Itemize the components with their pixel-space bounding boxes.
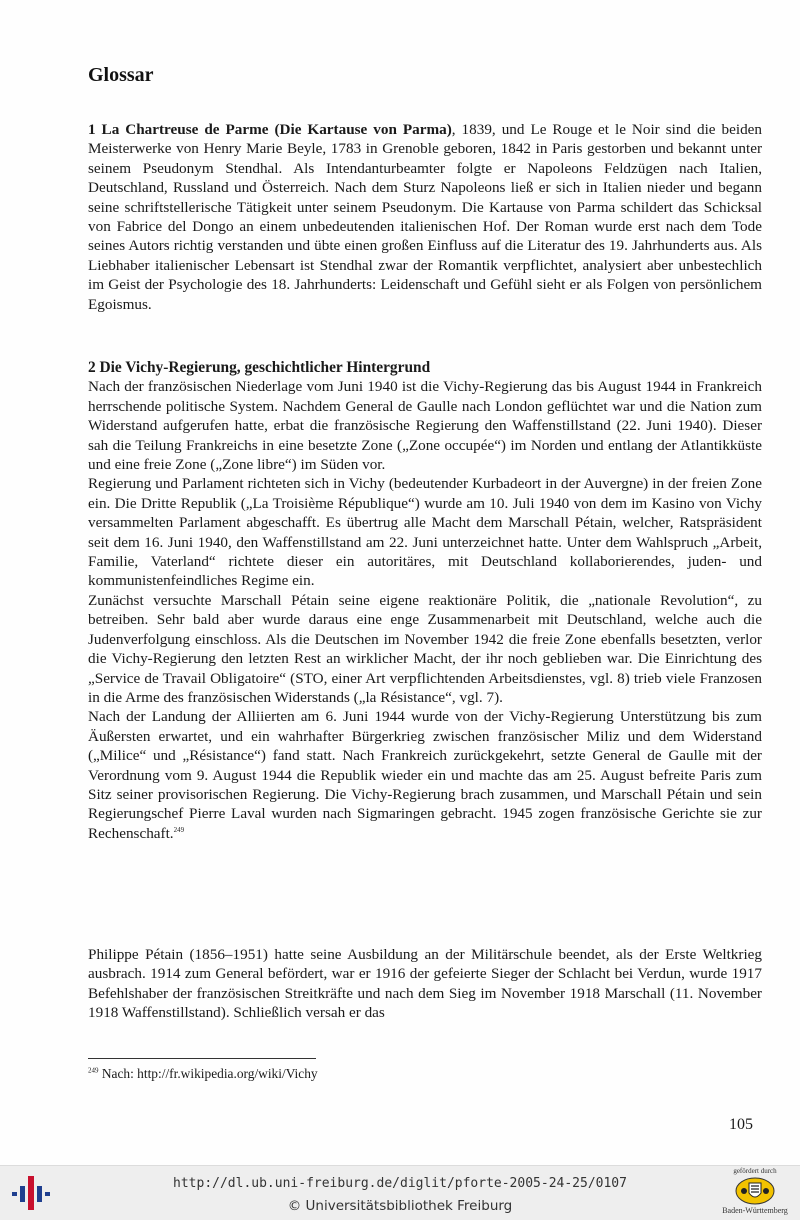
sponsor-top-text: gefördert durch xyxy=(733,1167,777,1175)
page-number: 105 xyxy=(729,1116,753,1133)
entry-1-title: 1 La Chartreuse de Parme (Die Kartause von Parma) xyxy=(88,121,452,138)
baden-wuerttemberg-crest-icon xyxy=(735,1177,775,1205)
glossary-entry-2 xyxy=(88,358,762,843)
entry-1-text: , 1839, und Le Rouge et le Noir sind die beiden Meisterwerke von Henry Marie Beyle, 1783 in Grenoble geboren, 1842 in Paris gestorben und bekannt unter seinem Pseudonym Stendhal. Als Intendanturbeamter folgte er Napoleons Feldzügen nach Italien, Deutschland, Russland und Österreich. Nach dem Sturz Napoleons ließ er sich in Italien nieder und begann seine schriftstellerische Tätigkeit unter seinem Pseudonym. Die Kartause von Parma schildert das Schicksal von Fabrice del Dongo an einem unbedeutenden italienischen Hof. Der Roman wurde erst nach dem Tode seines Autors richtig verstanden und übte einen großen Einfluss auf die Literatur des 19. Jahrhunderts aus. Als Liebhaber italienischer Lebensart ist Stendhal zwar der Romantik verpflichtet, analysiert aber unbestechlich im Geist der Psychologie des 18. Jahrhunderts: Leidenschaft und Gefühl sieht er als Folgen von persönlichem Egoismus. xyxy=(88,121,762,313)
footnote-reference[interactable]: 249 xyxy=(173,825,185,834)
footnote-text: Nach: http://fr.wikipedia.org/wiki/Vichy xyxy=(98,1066,318,1081)
copyright-notice: © Universitätsbibliothek Freiburg xyxy=(287,1198,513,1214)
viewer-footer-bar xyxy=(0,1165,800,1220)
sponsor-bottom-text: Baden-Württemberg xyxy=(722,1206,788,1215)
page-heading: Glossar xyxy=(88,64,154,86)
entry-2-paragraph-last xyxy=(88,707,762,843)
entry-2-paragraph: Nach der französischen Niederlage vom Juni 1940 ist die Vichy-Regierung das bis August 1944 in Frankreich herrschende politische System. Nachdem General de Gaulle nach London geflüchtet war und die Nation zum Widerstand aufgerufen hatte, erbat die französische Regierung den Waffenstillstand (22. Juni 1940). Dieser sah die Teilung Frankreichs in eine besetzte Zone („Zone occupée“) im Norden und entlang der Atlantikküste und eine freie Zone („Zone libre“) im Süden vor. xyxy=(88,378,762,474)
footnote-divider xyxy=(88,1058,316,1059)
entry-1-paragraph xyxy=(88,120,762,314)
footnote xyxy=(88,1066,318,1082)
glossary-entry-1 xyxy=(88,120,762,314)
entry-2-paragraph-text: Nach der Landung der Alliierten am 6. Juni 1944 wurde von der Vichy-Regierung Unterstützung bis zum Äußersten erwartet, und ein wahrhafter Bürgerkrieg zwischen französischer Miliz und dem Widerstand („Milice“ und „Résistance“) fand statt. Nach Frankreich zurückgekehrt, setzte General de Gaulle mit der Verordnung vom 9. August 1944 die Republik wieder ein und machte das am 25. August befreite Paris zum Sitz seiner provisorischen Regierung. Die Vichy-Regierung brach zusammen, und Marschall Pétain und sein Regierungschef Pierre Laval wurden nach Sigmaringen gebracht. 1945 zogen französische Gerichte sie zur Rechenschaft. xyxy=(88,708,762,842)
sponsor-logo xyxy=(712,1166,798,1218)
entry-2-paragraph: Zunächst versuchte Marschall Pétain seine eigene reaktionäre Politik, die „nationale Revolution“, zu betreiben. Sehr bald aber wurde daraus eine enge Zusammenarbeit mit Deutschland, welche auch die Judenverfolgung einschloss. Als die Deutschen im November 1942 die freie Zone ebenfalls besetzten, verlor die Vichy-Regierung den letzten Rest an wirklicher Macht, der ihr noch geblieben war. Die Einrichtung des „Service de Travail Obligatoire“ (STO, einer Art verpflichtenden Arbeitsdienstes, vgl. 8) trieb viele Franzosen in die Arme des französischen Widerstands („la Résistance“, vgl. 7). xyxy=(88,591,762,706)
permalink-url[interactable]: http://dl.ub.uni-freiburg.de/diglit/pforte-2005-24-25/0107 xyxy=(173,1176,627,1191)
entry-2-title: 2 Die Vichy-Regierung, geschichtlicher Hintergrund xyxy=(88,359,431,376)
petain-paragraph-block xyxy=(88,945,762,1023)
petain-paragraph: Philippe Pétain (1856–1951) hatte seine Ausbildung an der Militärschule beendet, als der Erste Weltkrieg ausbrach. 1914 zum General befördert, war er 1916 der gefeierte Sieger der Schlacht bei Verdun, wurde 1917 Befehlshaber der französischen Streitkräfte und nach dem Sieg im November 1918 Marschall (11. November 1918 Waffenstillstand). Schließlich versah er das xyxy=(88,946,762,1022)
entry-2-paragraph: Regierung und Parlament richteten sich in Vichy (bedeutender Kurbadeort in der Auvergne) in der freien Zone ein. Die Dritte Republik („La Troisième République“) wurde am 10. Juli 1940 von dem im Kasino von Vichy versammelten Parlament abgeschafft. Es übertrug alle Macht dem Marschall Pétain, welcher, Ratspräsident seit dem 16. Juni 1940, den Waffenstillstand am 22. Juni unterzeichnet hatte. Unter dem Wahlspruch „Arbeit, Familie, Vaterland“ richtete dieser ein autoritäres, mit Deutschland kollaborierendes, juden- und kommunistenfeindliches Regime ein. xyxy=(88,475,762,590)
footnote-number: 249 xyxy=(88,1066,99,1075)
